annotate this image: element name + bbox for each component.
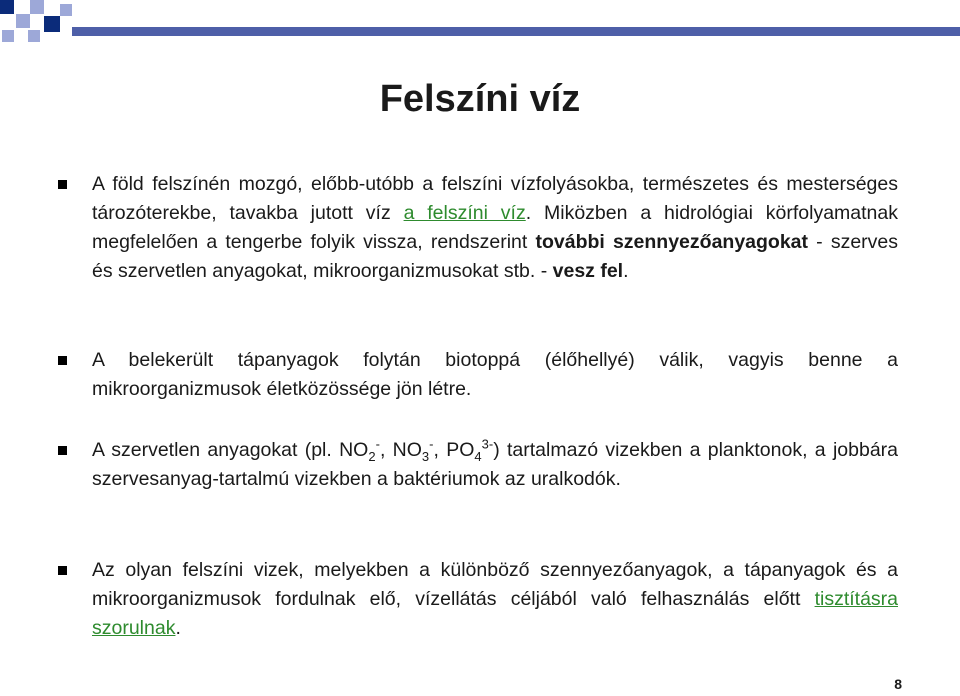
link-surface-water[interactable]: a felszíni víz [403, 202, 526, 224]
bullet-square-icon [58, 180, 67, 189]
bullet-biotope: A belekerült tápanyagok folytán biotoppá (élőhellyé) válik, vagyis benne a mikroorganizmusok életközössége jön létre. [58, 346, 898, 436]
link-needs-treatment[interactable]: tisztításra szorulnak [92, 588, 898, 639]
corner-decoration [0, 0, 960, 60]
bullet-list [58, 170, 898, 643]
bullet-surface-water: A föld felszínén mozgó, előbb-utóbb a felszíni vízfolyásokba, természetes és mesterséges tározóterekbe, tavakba jutott víz a felszíni víz. Miközben a hidrológiai körfolyamatnak megfelelően a tengerbe folyik vissza, rendszerint további szennyezőanyagokat - szerves és szervetlen anyagokat, mikroorganizmusokat stb. - vesz fel. [58, 170, 898, 346]
bullet-square-icon [58, 446, 67, 455]
bold-takes-up: vesz fel [552, 260, 624, 282]
bullet-square-icon [58, 566, 67, 575]
bullet-inorganic: A szervetlen anyagokat (pl. $NO_2^-$, $NO_3^-$, $PO_4^{3-}$) tartalmazó vizekben a planktonok, a jobbára szervesanyag-tartalmú vizekben a baktériumok az uralkodók. [58, 436, 898, 556]
bullet-square-icon [58, 356, 67, 365]
bold-pollutants: további szennyezőanyagokat [535, 231, 809, 253]
slide-title: Felszíni víz [379, 78, 581, 120]
bullet-treatment: Az olyan felszíni vizek, melyekben a különböző szennyezőanyagok, a tápanyagok és a mikroorganizmusok fordulnak elő, vízellátás céljából való felhasználás előtt tisztításra szorulnak. [58, 556, 898, 643]
page-number: 8 [894, 676, 902, 692]
